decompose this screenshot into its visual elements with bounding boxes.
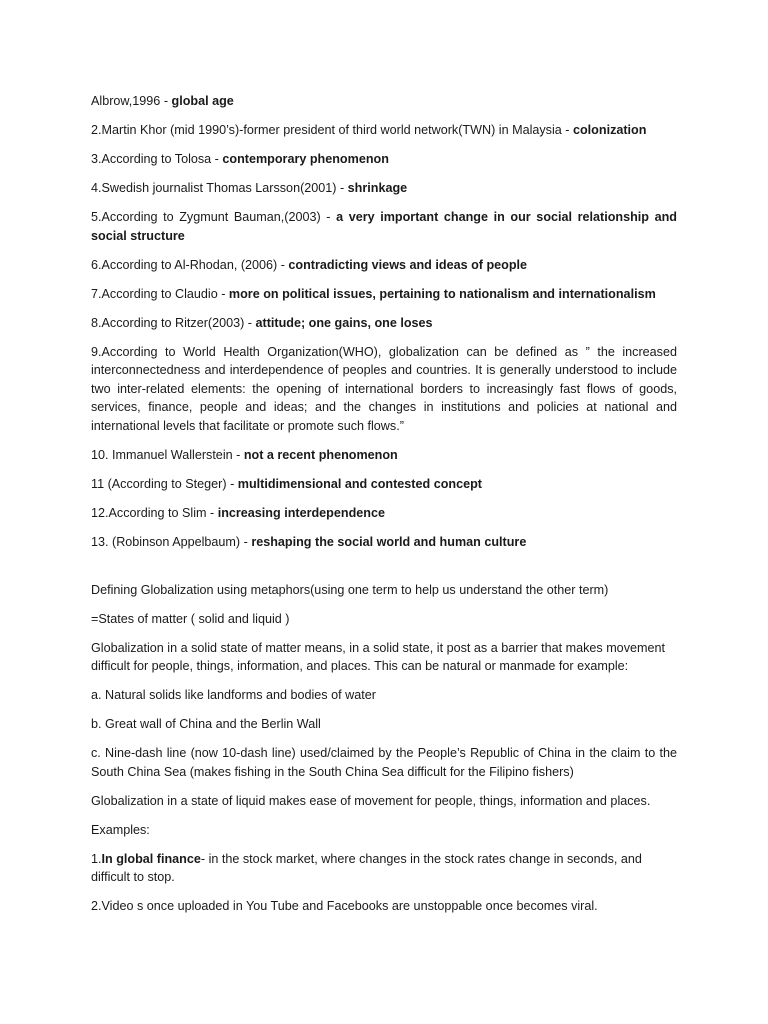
definition-bauman bbox=[91, 208, 677, 245]
solid-example-a: a. Natural solids like landforms and bodies of water bbox=[91, 688, 376, 702]
definition-term: shrinkage bbox=[347, 181, 408, 195]
definition-who: 9.According to World Health Organization(WHO), globalization can be defined as ” the increased interconnectedness and interdependence of peoples and countries. It is generally understood to include two inter-related elements: the opening of international borders to increasingly fast flows of goods, services, finance, people and ideas; and the changes in institutions and policies at national and international levels that facilitate or promote such flows.” bbox=[91, 344, 677, 433]
definition-source: 12.According to Slim - bbox=[91, 505, 218, 520]
example-number: 1. bbox=[91, 851, 102, 866]
definition-term: global age bbox=[171, 94, 234, 108]
definition-source: 2.Martin Khor (mid 1990’s)-former president of third world network(TWN) in Malaysia - bbox=[91, 123, 573, 137]
definition-source: Albrow,1996 - bbox=[91, 94, 172, 108]
definition-source: 13. (Robinson Appelbaum) - bbox=[91, 534, 252, 549]
example-text: - in the stock market, where changes in the stock rates change in seconds, and difficult to stop. bbox=[91, 851, 642, 884]
document-page bbox=[91, 92, 677, 926]
definition-term: increasing interdependence bbox=[217, 505, 385, 520]
definition-term: reshaping the social world and human culture bbox=[251, 534, 527, 549]
solid-state-paragraph: Globalization in a solid state of matter means, in a solid state, it post as a barrier that makes movement difficult for people, things, information, and places. This can be natural or manmade for example: bbox=[91, 640, 665, 673]
definition-term: attitude; one gains, one loses bbox=[255, 315, 433, 330]
metaphors-heading: Defining Globalization using metaphors(using one term to help us understand the other term) bbox=[91, 582, 609, 597]
definition-source: 10. Immanuel Wallerstein - bbox=[91, 447, 244, 462]
definition-al-rhodan bbox=[91, 256, 677, 275]
definition-term: contemporary phenomenon bbox=[222, 152, 389, 166]
definition-source: 5.According to Zygmunt Bauman,(2003) - bbox=[91, 210, 337, 224]
definition-source: 3.According to Tolosa - bbox=[91, 152, 223, 166]
definition-source: 6.According to Al-Rhodan, (2006) - bbox=[91, 257, 289, 272]
examples-label: Examples: bbox=[91, 822, 150, 837]
definition-source: 7.According to Claudio - bbox=[91, 286, 229, 301]
example-term: In global finance bbox=[101, 851, 201, 866]
definition-steger bbox=[91, 475, 677, 494]
solid-example-b: b. Great wall of China and the Berlin Wall bbox=[91, 717, 321, 731]
definition-larsson bbox=[91, 179, 677, 198]
definition-khor bbox=[91, 121, 677, 140]
definition-term: colonization bbox=[572, 123, 647, 137]
definition-source: 4.Swedish journalist Thomas Larsson(2001) - bbox=[91, 181, 348, 195]
definition-term: contradicting views and ideas of people bbox=[288, 257, 528, 272]
liquid-example-1 bbox=[91, 850, 677, 887]
section-spacer bbox=[91, 562, 677, 581]
definition-claudio bbox=[91, 285, 677, 304]
definition-tolosa bbox=[91, 150, 677, 169]
definition-term: a very important change in our social relationship and social structure bbox=[91, 210, 678, 243]
states-of-matter: =States of matter ( solid and liquid ) bbox=[91, 611, 290, 626]
definition-slim bbox=[91, 504, 677, 523]
definition-appelbaum bbox=[91, 533, 677, 552]
definition-ritzer bbox=[91, 314, 677, 333]
liquid-state-paragraph: Globalization in a state of liquid makes ease of movement for people, things, information and places. bbox=[91, 793, 651, 808]
definition-wallerstein bbox=[91, 446, 677, 465]
solid-example-c: c. Nine-dash line (now 10-dash line) used/claimed by the People’s Republic of China in the claim to the South China Sea (makes fishing in the South China Sea difficult for the Filipino fishers) bbox=[91, 746, 677, 779]
definition-term: more on political issues, pertaining to nationalism and internationalism bbox=[228, 286, 656, 301]
definition-source: 11 (According to Steger) - bbox=[91, 476, 238, 491]
definition-term: multidimensional and contested concept bbox=[237, 476, 482, 491]
definition-term: not a recent phenomenon bbox=[243, 447, 398, 462]
definition-albrow bbox=[91, 92, 677, 111]
definition-source: 8.According to Ritzer(2003) - bbox=[91, 315, 256, 330]
liquid-example-2: 2.Video s once uploaded in You Tube and Facebooks are unstoppable once becomes viral. bbox=[91, 899, 598, 913]
